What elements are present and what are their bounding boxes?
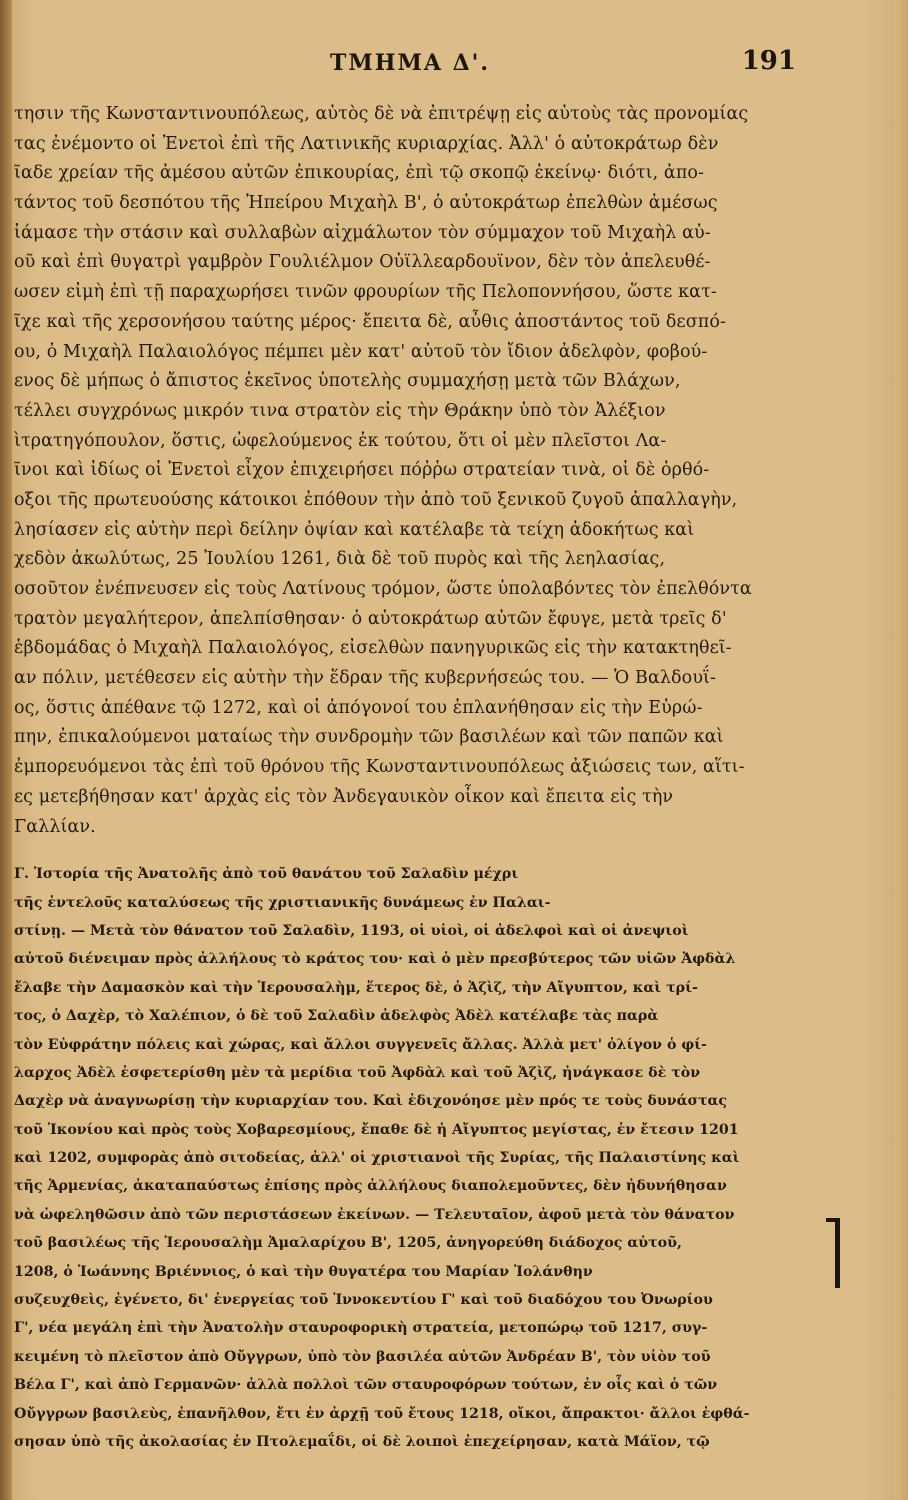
text-line: ὶτρατηγόπουλον, ὅστις, ὠφελούμενος ἐκ τούτου, ὅτι οἱ μὲν πλεῖστοι Λα- bbox=[14, 430, 667, 451]
text-line: Γαλλίαν. bbox=[14, 816, 96, 837]
text-line: ἰάμασε τὴν στάσιν καὶ συλλαβὼν αἰχμάλωτον τὸν σύμμαχον τοῦ Μιχαὴλ αὐ- bbox=[14, 222, 711, 243]
text-line: νὰ ὠφεληθῶσιν ἀπὸ τῶν περιστάσεων ἐκείνων. — Τελευταῖον, ἀφοῦ μετὰ τὸν θάνατον bbox=[14, 1206, 735, 1223]
text-line: αὐτοῦ διένειμαν πρὸς ἀλλήλους τὸ κράτος του· καὶ ὁ μὲν πρεσβύτερος τῶν υἱῶν Ἀφδὰλ bbox=[14, 951, 736, 968]
page-gutter-shadow bbox=[0, 0, 12, 1500]
text-line: οξοι τῆς πρωτευούσης κάτοικοι ἐπόθουν τὴν ἀπὸ τοῦ ξενικοῦ ζυγοῦ ἀπαλλαγὴν, bbox=[14, 489, 738, 510]
text-line: 1208, ὁ Ἰωάννης Βριέννιος, ὁ καὶ τὴν θυγατέρα του Μαρίαν Ἰολάνθην bbox=[14, 1263, 593, 1280]
margin-bracket-mark bbox=[826, 1218, 840, 1288]
text-line: Οὔγγρων βασιλεὺς, ἐπανῆλθον, ἔτι ἐν ἀρχῇ τοῦ ἔτους 1218, οἴκοι, ἄπρακτοι· ἄλλοι ἐφθά- bbox=[14, 1405, 750, 1422]
page-number: 191 bbox=[741, 46, 796, 76]
text-line: ἑβδομάδας ὁ Μιχαὴλ Παλαιολόγος, εἰσελθὼν πανηγυρικῶς εἰς τὴν κατακτηθεῖ- bbox=[14, 638, 732, 659]
text-line: στίνῃ. — Μετὰ τὸν θάνατον τοῦ Σαλαδὶν, 1193, οἱ υἱοὶ, οἱ ἀδελφοὶ καὶ οἱ ἀνεψιοὶ bbox=[14, 922, 689, 939]
text-line: τος, ὁ Δαχὲρ, τὸ Χαλέπιον, ὁ δὲ τοῦ Σαλαδὶν ἀδελφὸς Ἀδὲλ κατέλαβε τὰς παρὰ bbox=[14, 1008, 659, 1025]
text-line: καὶ 1202, συμφορὰς ἀπὸ σιτοδείας, ἀλλ' οἱ χριστιανοὶ τῆς Συρίας, τῆς Παλαιστίνης καὶ bbox=[14, 1150, 740, 1167]
paragraph-main bbox=[14, 100, 794, 842]
text-line: οσοῦτον ἐνέπνευσεν εἰς τοὺς Λατίνους τρόμον, ὥστε ὑπολαβόντες τὸν ἐπελθόντα bbox=[14, 579, 752, 599]
text-line: αν πόλιν, μετέθεσεν εἰς αὐτὴν τὴν ἕδραν τῆς κυβερνήσεώς του. — Ὁ Βαλδουΐ- bbox=[14, 668, 717, 689]
text-line: πην, ἐπικαλούμενοι ματαίως τὴν συνδρομὴν τῶν βασιλέων καὶ τῶν παπῶν καὶ bbox=[14, 727, 724, 748]
text-line: τοῦ Ἰκονίου καὶ πρὸς τοὺς Χοβαρεσμίους, ἔπαθε δὲ ἡ Αἴγυπτος μεγίστας, ἐν ἔτεσιν 1201 bbox=[14, 1121, 739, 1138]
text-line: τοῦ βασιλέως τῆς Ἱερουσαλὴμ Ἀμαλαρίχου Β', 1205, ἀνηγορεύθη διάδοχος αὐτοῦ, bbox=[14, 1235, 682, 1252]
text-line: σησαν ὑπὸ τῆς ἀκολασίας ἐν Πτολεμαΐδι, οἱ δὲ λοιποὶ ἐπεχείρησαν, κατὰ Μάϊον, τῷ bbox=[14, 1434, 710, 1450]
text-line: τὸν Εὐφράτην πόλεις καὶ χώρας, καὶ ἄλλοι συγγενεῖς ἄλλας. Ἀλλὰ μετ' ὀλίγον ὁ φί- bbox=[14, 1036, 707, 1053]
text-line: ου, ὁ Μιχαὴλ Παλαιολόγος πέμπει μὲν κατ' αὐτοῦ τὸν ἴδιον ἀδελφὸν, φοβού- bbox=[14, 341, 708, 362]
text-line: Δαχὲρ νὰ ἀναγνωρίσῃ τὴν κυριαρχίαν του. Καὶ ἐδιχονόησε μὲν πρός τε τοὺς δυνάστας bbox=[14, 1093, 728, 1110]
text-line: ἔλαβε τὴν Δαμασκὸν καὶ τὴν Ἱερουσαλὴμ, ἕτερος δὲ, ὁ Ἀζὶζ, τὴν Αἴγυπτον, καὶ τρί- bbox=[14, 979, 698, 996]
text-line: ενος δὲ μήπως ὁ ἄπιστος ἐκεῖνος ὑποτελὴς συμμαχήσῃ μετὰ τῶν Βλάχων, bbox=[14, 371, 681, 392]
text-line: κειμένη τὸ πλεῖστον ἀπὸ Οὔγγρων, ὑπὸ τὸν βασιλέα αὐτῶν Ἀνδρέαν Β', τὸν υἱὸν τοῦ bbox=[14, 1348, 711, 1365]
text-line: ῖνοι καὶ ἰδίως οἱ Ἐνετοὶ εἶχον ἐπιχειρήσει πόῤῥω στρατείαν τινὰ, οἱ δὲ ὀρθό- bbox=[14, 460, 710, 481]
section-gap bbox=[14, 842, 794, 860]
page-header bbox=[0, 46, 908, 86]
text-line: ες μετεβήθησαν κατ' ἀρχὰς εἰς τὸν Ἀνδεγαυικὸν οἶκον καὶ ἔπειτα εἰς τὴν bbox=[14, 786, 674, 807]
text-line: τησιν τῆς Κωνσταντινουπόλεως, αὐτὸς δὲ νὰ ἐπιτρέψῃ εἰς αὐτοὺς τὰς προνομίας bbox=[14, 104, 749, 124]
text-line: ῖχε καὶ τῆς χερσονήσου ταύτης μέρος· ἔπειτα δὲ, αὖθις ἀποστάντος τοῦ δεσπό- bbox=[14, 311, 726, 332]
text-line: Βέλα Γ', καὶ ἀπὸ Γερμανῶν· ἀλλὰ πολλοὶ τῶν σταυροφόρων τούτων, ἐν οἷς καὶ ὁ τῶν bbox=[14, 1377, 718, 1394]
paragraph-section-g bbox=[14, 860, 794, 1456]
text-line: ωσεν εἰμὴ ἐπὶ τῇ παραχωρήσει τινῶν φρουρίων τῆς Πελοποννήσου, ὥστε κατ- bbox=[14, 282, 717, 303]
text-line: οῦ καὶ ἐπὶ θυγατρὶ γαμβρὸν Γουλιέλμον Οὐϊλλεαρδουϊνον, δὲν τὸν ἀπελευθέ- bbox=[14, 252, 711, 273]
text-line: ῖαδε χρείαν τῆς ἀμέσου αὐτῶν ἐπικουρίας, ἐπὶ τῷ σκοπῷ ἐκείνῳ· διότι, ἀπο- bbox=[14, 163, 705, 184]
text-line: ος, ὅστις ἀπέθανε τῷ 1272, καὶ οἱ ἀπόγονοί του ἐπλανήθησαν εἰς τὴν Εὐρώ- bbox=[14, 697, 703, 718]
text-line: τρατὸν μεγαλήτερον, ἀπελπίσθησαν· ὁ αὐτοκράτωρ αὐτῶν ἔφυγε, μετὰ τρεῖς δ' bbox=[14, 608, 727, 629]
text-line: χεδὸν ἀκωλύτως, 25 Ἰουλίου 1261, διὰ δὲ τοῦ πυρὸς καὶ τῆς λεηλασίας, bbox=[14, 549, 666, 570]
running-head: ΤΜΗΜΑ Δ'. bbox=[330, 50, 491, 76]
text-line: λαρχος Ἀδὲλ ἐσφετερίσθη μὲν τὰ μερίδια τοῦ Ἀφδὰλ καὶ τοῦ Ἀζὶζ, ἠνάγκασε δὲ τὸν bbox=[14, 1064, 701, 1081]
text-line: τας ἐνέμοντο οἱ Ἐνετοὶ ἐπὶ τῆς Λατινικῆς κυριαρχίας. Ἀλλ' ὁ αὐτοκράτωρ δὲν bbox=[14, 133, 719, 154]
text-line: Γ. Ἱστορία τῆς Ἀνατολῆς ἀπὸ τοῦ θανάτου τοῦ Σαλαδὶν μέχρι bbox=[14, 866, 519, 883]
text-line: Γ', νέα μεγάλη ἐπὶ τὴν Ἀνατολὴν σταυροφορικὴ στρατεία, μετοπώρῳ τοῦ 1217, συγ- bbox=[14, 1320, 708, 1337]
text-line: τάντος τοῦ δεσπότου τῆς Ἠπείρου Μιχαὴλ Β', ὁ αὐτοκράτωρ ἐπελθὼν ἀμέσως bbox=[14, 193, 718, 214]
text-line: λησίασεν εἰς αὐτὴν περὶ δείλην ὀψίαν καὶ κατέλαβε τὰ τείχη ἀδοκήτως καὶ bbox=[14, 519, 695, 540]
page-body bbox=[14, 100, 794, 1456]
text-line: συζευχθεὶς, ἐγένετο, δι' ἐνεργείας τοῦ Ἰννοκεντίου Γ' καὶ τοῦ διαδόχου του Ὀνωρίου bbox=[14, 1292, 713, 1309]
text-line: τέλλει συγχρόνως μικρόν τινα στρατὸν εἰς τὴν Θράκην ὑπὸ τὸν Ἀλέξιον bbox=[14, 400, 666, 421]
text-line: ἐμπορευόμενοι τὰς ἐπὶ τοῦ θρόνου τῆς Κωνσταντινουπόλεως ἀξιώσεις των, αἵτι- bbox=[14, 757, 745, 778]
text-line: τῆς Ἀρμενίας, ἀκαταπαύστως ἐπίσης πρὸς ἀλλήλους διαπολεμοῦντες, δὲν ἠδυνήθησαν bbox=[14, 1178, 727, 1195]
text-line: τῆς ἐντελοῦς καταλύσεως τῆς χριστιανικῆς δυνάμεως ἐν Παλαι- bbox=[14, 894, 551, 911]
